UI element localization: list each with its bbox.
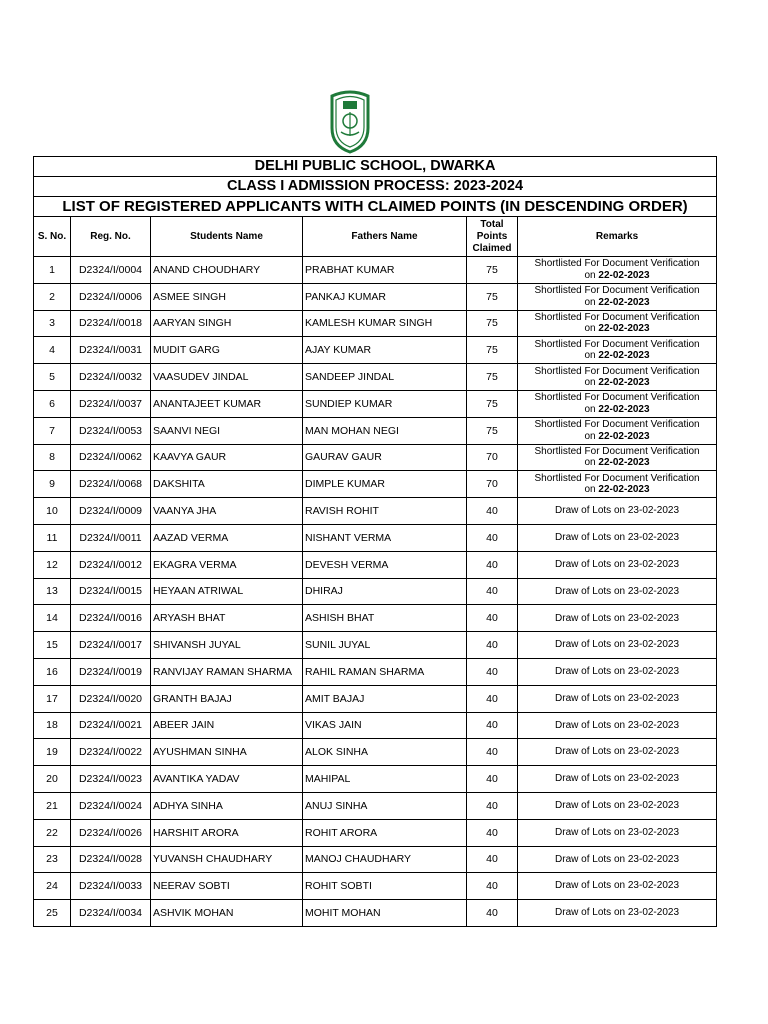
remark-on: on [584, 403, 596, 415]
cell-father: MANOJ CHAUDHARY [303, 846, 467, 873]
col-points-l3: Claimed [472, 242, 512, 254]
list-title: LIST OF REGISTERED APPLICANTS WITH CLAIMED POINTS (IN DESCENDING ORDER) [34, 197, 717, 217]
table-row [34, 390, 717, 417]
cell-points: 40 [467, 766, 518, 793]
remark-text: Shortlisted For Document Verification [534, 285, 700, 297]
cell-points: 75 [467, 257, 518, 284]
cell-student: VAANYA JHA [151, 498, 303, 525]
remark-date: 22-02-2023 [598, 350, 650, 362]
school-name: DELHI PUBLIC SCHOOL, DWARKA [34, 157, 717, 177]
cell-sno: 21 [34, 792, 71, 819]
cell-points: 75 [467, 283, 518, 310]
cell-points: 40 [467, 819, 518, 846]
table-row [34, 605, 717, 632]
cell-remarks [518, 257, 717, 284]
cell-student: AAZAD VERMA [151, 524, 303, 551]
cell-sno: 18 [34, 712, 71, 739]
cell-reg: D2324/I/0004 [71, 257, 151, 284]
col-points-l2: Points [476, 230, 508, 242]
remark-on: on [584, 457, 596, 469]
cell-points: 75 [467, 337, 518, 364]
remark-date: 22-02-2023 [598, 323, 650, 335]
cell-reg: D2324/I/0028 [71, 846, 151, 873]
cell-student: SHIVANSH JUYAL [151, 632, 303, 659]
cell-student: MUDIT GARG [151, 337, 303, 364]
cell-reg: D2324/I/0034 [71, 900, 151, 927]
cell-remarks [518, 471, 717, 498]
table-row [34, 471, 717, 498]
cell-remarks [518, 390, 717, 417]
cell-sno: 6 [34, 390, 71, 417]
cell-father: ASHISH BHAT [303, 605, 467, 632]
table-row [34, 819, 717, 846]
cell-remarks [518, 310, 717, 337]
remark-on: on [584, 350, 596, 362]
table-row [34, 766, 717, 793]
process-title: CLASS I ADMISSION PROCESS: 2023-2024 [34, 177, 717, 197]
cell-father: GAURAV GAUR [303, 444, 467, 471]
cell-reg: D2324/I/0037 [71, 390, 151, 417]
cell-remarks: Draw of Lots on 23-02-2023 [518, 792, 717, 819]
cell-reg: D2324/I/0009 [71, 498, 151, 525]
cell-remarks [518, 283, 717, 310]
col-reg: Reg. No. [71, 217, 151, 257]
cell-remarks: Draw of Lots on 23-02-2023 [518, 498, 717, 525]
remark-date: 22-02-2023 [598, 484, 650, 496]
cell-reg: D2324/I/0011 [71, 524, 151, 551]
cell-sno: 7 [34, 417, 71, 444]
table-row [34, 900, 717, 927]
table-row [34, 283, 717, 310]
cell-sno: 11 [34, 524, 71, 551]
cell-student: GRANTH BAJAJ [151, 685, 303, 712]
table-row [34, 364, 717, 391]
table-row [34, 846, 717, 873]
cell-remarks [518, 337, 717, 364]
cell-sno: 1 [34, 257, 71, 284]
col-father: Fathers Name [303, 217, 467, 257]
cell-points: 40 [467, 605, 518, 632]
cell-remarks: Draw of Lots on 23-02-2023 [518, 524, 717, 551]
cell-remarks [518, 364, 717, 391]
cell-reg: D2324/I/0022 [71, 739, 151, 766]
remark-on: on [584, 269, 596, 281]
col-sno: S. No. [34, 217, 71, 257]
cell-reg: D2324/I/0018 [71, 310, 151, 337]
cell-sno: 17 [34, 685, 71, 712]
cell-student: YUVANSH CHAUDHARY [151, 846, 303, 873]
table-row [34, 578, 717, 605]
column-header-row [34, 217, 717, 257]
cell-points: 40 [467, 524, 518, 551]
cell-points: 40 [467, 685, 518, 712]
cell-father: SUNIL JUYAL [303, 632, 467, 659]
cell-points: 75 [467, 417, 518, 444]
cell-father: NISHANT VERMA [303, 524, 467, 551]
remark-date: 22-02-2023 [598, 403, 650, 415]
remark-text: Shortlisted For Document Verification [534, 472, 700, 484]
table-row [34, 498, 717, 525]
cell-father: AMIT BAJAJ [303, 685, 467, 712]
cell-sno: 2 [34, 283, 71, 310]
col-points [467, 217, 518, 257]
cell-sno: 3 [34, 310, 71, 337]
cell-reg: D2324/I/0053 [71, 417, 151, 444]
cell-sno: 20 [34, 766, 71, 793]
table-row [34, 337, 717, 364]
cell-points: 40 [467, 578, 518, 605]
cell-points: 40 [467, 658, 518, 685]
cell-sno: 23 [34, 846, 71, 873]
cell-remarks: Draw of Lots on 23-02-2023 [518, 685, 717, 712]
remark-on: on [584, 377, 596, 389]
remark-text: Shortlisted For Document Verification [534, 365, 700, 377]
cell-father: PRABHAT KUMAR [303, 257, 467, 284]
cell-student: ABEER JAIN [151, 712, 303, 739]
cell-father: DIMPLE KUMAR [303, 471, 467, 498]
cell-points: 40 [467, 632, 518, 659]
cell-sno: 22 [34, 819, 71, 846]
cell-father: SANDEEP JINDAL [303, 364, 467, 391]
cell-student: ANAND CHOUDHARY [151, 257, 303, 284]
remark-text: Shortlisted For Document Verification [534, 338, 700, 350]
cell-points: 75 [467, 310, 518, 337]
cell-points: 40 [467, 792, 518, 819]
cell-reg: D2324/I/0033 [71, 873, 151, 900]
cell-reg: D2324/I/0019 [71, 658, 151, 685]
cell-points: 70 [467, 444, 518, 471]
cell-sno: 12 [34, 551, 71, 578]
cell-points: 40 [467, 498, 518, 525]
remark-date: 22-02-2023 [598, 269, 650, 281]
cell-remarks: Draw of Lots on 23-02-2023 [518, 712, 717, 739]
applicants-table [33, 156, 717, 927]
cell-sno: 5 [34, 364, 71, 391]
remark-text: Shortlisted For Document Verification [534, 311, 700, 323]
col-points-l1: Total [480, 218, 504, 230]
cell-student: HARSHIT ARORA [151, 819, 303, 846]
cell-father: AJAY KUMAR [303, 337, 467, 364]
cell-remarks: Draw of Lots on 23-02-2023 [518, 819, 717, 846]
cell-points: 75 [467, 364, 518, 391]
cell-points: 70 [467, 471, 518, 498]
cell-reg: D2324/I/0031 [71, 337, 151, 364]
school-crest-logo [329, 88, 371, 154]
cell-student: SAANVI NEGI [151, 417, 303, 444]
cell-student: DAKSHITA [151, 471, 303, 498]
cell-reg: D2324/I/0020 [71, 685, 151, 712]
remark-text: Shortlisted For Document Verification [534, 392, 700, 404]
table-row [34, 712, 717, 739]
cell-father: MOHIT MOHAN [303, 900, 467, 927]
cell-student: EKAGRA VERMA [151, 551, 303, 578]
cell-remarks: Draw of Lots on 23-02-2023 [518, 632, 717, 659]
cell-father: PANKAJ KUMAR [303, 283, 467, 310]
cell-points: 75 [467, 390, 518, 417]
cell-sno: 13 [34, 578, 71, 605]
cell-points: 40 [467, 712, 518, 739]
cell-sno: 25 [34, 900, 71, 927]
cell-student: RANVIJAY RAMAN SHARMA [151, 658, 303, 685]
cell-father: ROHIT SOBTI [303, 873, 467, 900]
cell-reg: D2324/I/0026 [71, 819, 151, 846]
cell-student: HEYAAN ATRIWAL [151, 578, 303, 605]
remark-text: Shortlisted For Document Verification [534, 445, 700, 457]
cell-remarks: Draw of Lots on 23-02-2023 [518, 900, 717, 927]
cell-sno: 4 [34, 337, 71, 364]
cell-remarks: Draw of Lots on 23-02-2023 [518, 873, 717, 900]
cell-student: AARYAN SINGH [151, 310, 303, 337]
cell-student: ASHVIK MOHAN [151, 900, 303, 927]
cell-sno: 10 [34, 498, 71, 525]
cell-sno: 9 [34, 471, 71, 498]
table-row [34, 685, 717, 712]
cell-reg: D2324/I/0016 [71, 605, 151, 632]
cell-father: RAVISH ROHIT [303, 498, 467, 525]
cell-points: 40 [467, 739, 518, 766]
remark-date: 22-02-2023 [598, 457, 650, 469]
cell-remarks: Draw of Lots on 23-02-2023 [518, 551, 717, 578]
table-row [34, 632, 717, 659]
cell-remarks: Draw of Lots on 23-02-2023 [518, 739, 717, 766]
table-row [34, 551, 717, 578]
table-row [34, 444, 717, 471]
cell-reg: D2324/I/0021 [71, 712, 151, 739]
cell-points: 40 [467, 551, 518, 578]
cell-student: ANANTAJEET KUMAR [151, 390, 303, 417]
table-row [34, 417, 717, 444]
cell-points: 40 [467, 846, 518, 873]
cell-reg: D2324/I/0024 [71, 792, 151, 819]
cell-remarks [518, 417, 717, 444]
col-remarks: Remarks [518, 217, 717, 257]
table-row [34, 739, 717, 766]
cell-reg: D2324/I/0032 [71, 364, 151, 391]
cell-father: ALOK SINHA [303, 739, 467, 766]
cell-sno: 19 [34, 739, 71, 766]
cell-father: DHIRAJ [303, 578, 467, 605]
cell-remarks: Draw of Lots on 23-02-2023 [518, 605, 717, 632]
cell-remarks: Draw of Lots on 23-02-2023 [518, 846, 717, 873]
cell-sno: 8 [34, 444, 71, 471]
cell-sno: 24 [34, 873, 71, 900]
cell-father: SUNDIEP KUMAR [303, 390, 467, 417]
cell-remarks: Draw of Lots on 23-02-2023 [518, 578, 717, 605]
cell-sno: 15 [34, 632, 71, 659]
cell-reg: D2324/I/0006 [71, 283, 151, 310]
table-row [34, 310, 717, 337]
remark-on: on [584, 430, 596, 442]
remark-date: 22-02-2023 [598, 430, 650, 442]
cell-reg: D2324/I/0023 [71, 766, 151, 793]
cell-father: RAHIL RAMAN SHARMA [303, 658, 467, 685]
cell-student: ARYASH BHAT [151, 605, 303, 632]
cell-student: VAASUDEV JINDAL [151, 364, 303, 391]
table-row [34, 873, 717, 900]
cell-student: ADHYA SINHA [151, 792, 303, 819]
remark-on: on [584, 296, 596, 308]
cell-points: 40 [467, 900, 518, 927]
table-row [34, 792, 717, 819]
cell-student: KAAVYA GAUR [151, 444, 303, 471]
cell-reg: D2324/I/0062 [71, 444, 151, 471]
cell-reg: D2324/I/0068 [71, 471, 151, 498]
cell-student: AVANTIKA YADAV [151, 766, 303, 793]
cell-father: ANUJ SINHA [303, 792, 467, 819]
cell-remarks: Draw of Lots on 23-02-2023 [518, 658, 717, 685]
remark-text: Shortlisted For Document Verification [534, 258, 700, 270]
cell-student: AYUSHMAN SINHA [151, 739, 303, 766]
cell-father: VIKAS JAIN [303, 712, 467, 739]
cell-father: KAMLESH KUMAR SINGH [303, 310, 467, 337]
remark-date: 22-02-2023 [598, 296, 650, 308]
remark-text: Shortlisted For Document Verification [534, 419, 700, 431]
remark-on: on [584, 484, 596, 496]
table-row [34, 257, 717, 284]
remark-date: 22-02-2023 [598, 377, 650, 389]
cell-student: ASMEE SINGH [151, 283, 303, 310]
col-student: Students Name [151, 217, 303, 257]
cell-reg: D2324/I/0017 [71, 632, 151, 659]
remark-on: on [584, 323, 596, 335]
cell-remarks: Draw of Lots on 23-02-2023 [518, 766, 717, 793]
cell-points: 40 [467, 873, 518, 900]
table-row [34, 524, 717, 551]
cell-father: DEVESH VERMA [303, 551, 467, 578]
cell-student: NEERAV SOBTI [151, 873, 303, 900]
cell-sno: 16 [34, 658, 71, 685]
table-row [34, 658, 717, 685]
cell-reg: D2324/I/0015 [71, 578, 151, 605]
cell-father: MAHIPAL [303, 766, 467, 793]
cell-sno: 14 [34, 605, 71, 632]
cell-reg: D2324/I/0012 [71, 551, 151, 578]
cell-father: MAN MOHAN NEGI [303, 417, 467, 444]
cell-father: ROHIT ARORA [303, 819, 467, 846]
cell-remarks [518, 444, 717, 471]
